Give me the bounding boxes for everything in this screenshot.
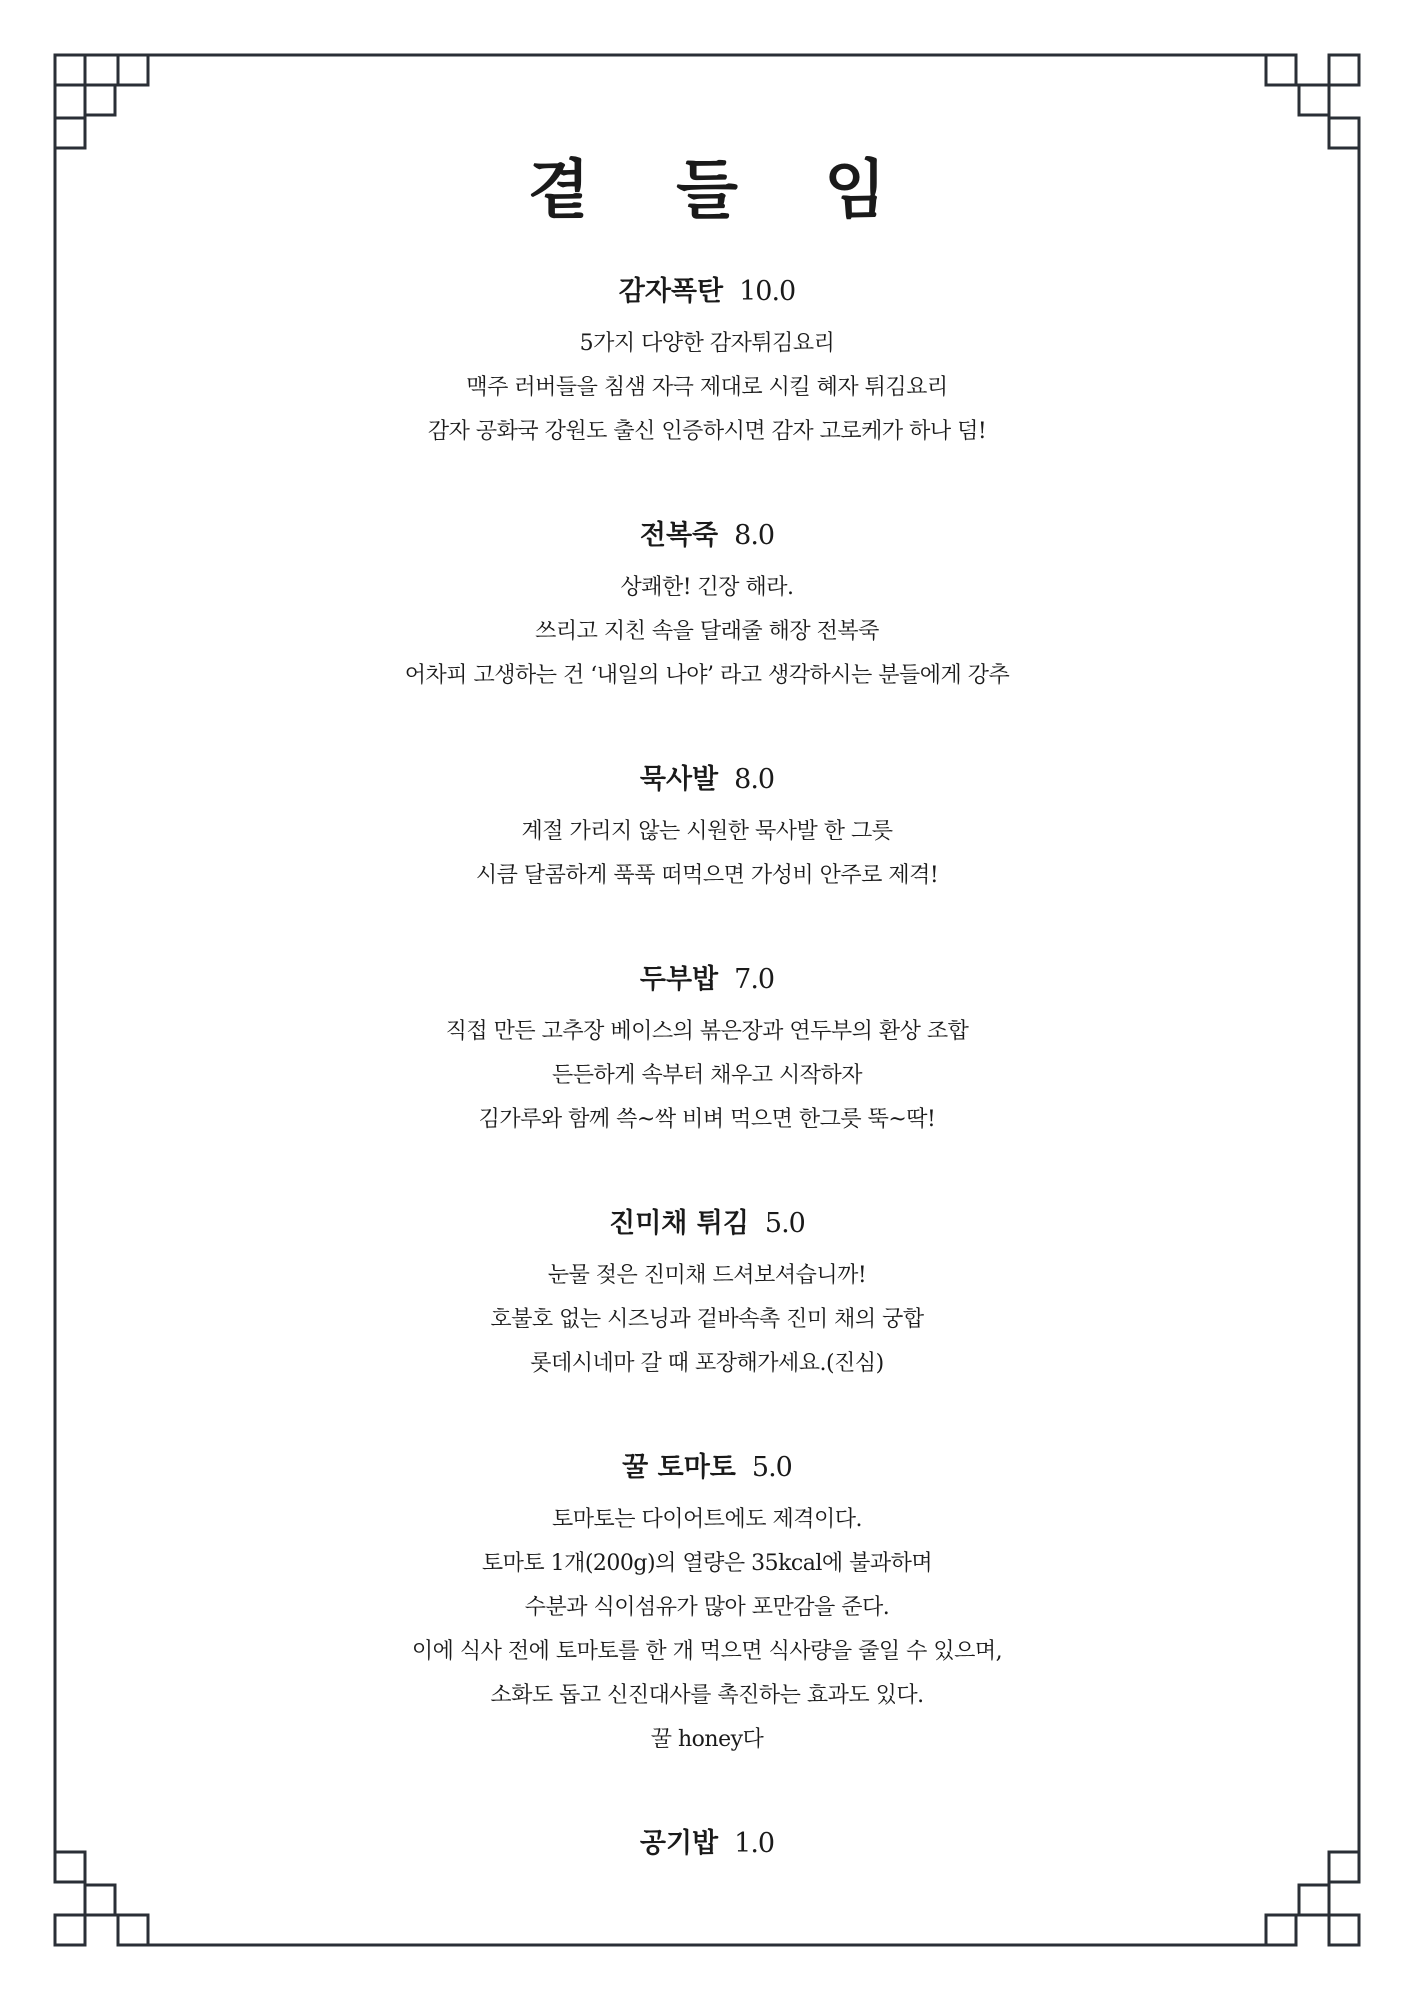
menu-item xyxy=(0,960,1414,1142)
corner-ornament-top-right xyxy=(1266,55,1359,148)
menu-item-name: 전복죽 xyxy=(639,520,719,551)
description-line: 시큼 달콤하게 푹푹 떠먹으면 가성비 안주로 제격! xyxy=(475,863,939,888)
menu-item xyxy=(0,760,1414,898)
menu-item-header xyxy=(0,1204,1414,1244)
description-line: 롯데시네마 갈 때 포장해가세요.(진심) xyxy=(530,1351,884,1376)
description-line: 김가루와 함께 쓱~싹 비벼 먹으면 한그릇 뚝~딱! xyxy=(478,1107,936,1132)
description-line: 꿀 honey다 xyxy=(650,1727,764,1752)
menu-item-name: 묵사발 xyxy=(639,764,719,795)
description-line: 호불호 없는 시즈닝과 겉바속촉 진미 채의 궁합 xyxy=(490,1307,924,1332)
description-line: 든든하게 속부터 채우고 시작하자 xyxy=(551,1063,862,1088)
menu-item xyxy=(0,1204,1414,1386)
menu-item-description xyxy=(0,1010,1414,1142)
menu-item xyxy=(0,272,1414,454)
description-line: 토마토 1개(200g)의 열량은 35kcal에 불과하며 xyxy=(481,1551,933,1576)
menu-item-description xyxy=(0,1498,1414,1762)
menu-item-description xyxy=(0,566,1414,698)
menu-item xyxy=(0,1448,1414,1762)
description-line: 토마토는 다이어트에도 제격이다. xyxy=(551,1507,862,1532)
menu-item-price: 8.0 xyxy=(734,764,775,795)
menu-item-price: 8.0 xyxy=(734,520,775,551)
description-line: 감자 공화국 강원도 출신 인증하시면 감자 고로케가 하나 덤! xyxy=(427,419,987,444)
menu-item-price: 10.0 xyxy=(739,276,796,307)
menu-item-description xyxy=(0,810,1414,898)
description-line: 쓰리고 지친 속을 달래줄 해장 전복죽 xyxy=(535,619,879,644)
description-line: 눈물 젖은 진미채 드셔보셔습니까! xyxy=(547,1263,867,1288)
description-line: 상쾌한! 긴장 해라. xyxy=(620,575,794,600)
menu-item-header xyxy=(0,272,1414,312)
menu-item-price: 1.0 xyxy=(734,1828,775,1859)
menu-item-rice xyxy=(0,1824,1414,1864)
menu-item-price: 7.0 xyxy=(734,964,775,995)
description-line: 소화도 돕고 신진대사를 촉진하는 효과도 있다. xyxy=(490,1683,924,1708)
menu-item-header xyxy=(0,516,1414,556)
corner-ornament-top-left xyxy=(55,55,148,148)
menu-item-description xyxy=(0,322,1414,454)
menu-item-header xyxy=(0,1824,1414,1864)
menu-item xyxy=(0,516,1414,698)
menu-item-name: 두부밥 xyxy=(639,964,719,995)
description-line: 계절 가리지 않는 시원한 묵사발 한 그릇 xyxy=(521,819,893,844)
menu-item-name: 진미채 튀김 xyxy=(609,1208,749,1239)
menu-list xyxy=(0,272,1414,1926)
description-line: 5가지 다양한 감자튀김요리 xyxy=(579,331,835,356)
menu-item-price: 5.0 xyxy=(764,1208,805,1239)
description-line: 직접 만든 고추장 베이스의 볶은장과 연두부의 환상 조합 xyxy=(445,1019,969,1044)
menu-item-header xyxy=(0,960,1414,1000)
description-line: 어차피 고생하는 건 ‘내일의 나야’ 라고 생각하시는 분들에게 강추 xyxy=(404,663,1010,688)
menu-item-header xyxy=(0,760,1414,800)
description-line: 이에 식사 전에 토마토를 한 개 먹으면 식사량을 줄일 수 있으며, xyxy=(411,1639,1003,1664)
menu-item-header xyxy=(0,1448,1414,1488)
description-line: 수분과 식이섬유가 많아 포만감을 준다. xyxy=(524,1595,890,1620)
menu-item-name: 감자폭탄 xyxy=(618,276,724,307)
description-line: 맥주 러버들을 침샘 자극 제대로 시킬 혜자 튀김요리 xyxy=(466,375,948,400)
menu-item-name: 꿀 토마토 xyxy=(622,1452,736,1483)
page-title: 곁 들 임 xyxy=(527,152,919,228)
menu-item-description xyxy=(0,1254,1414,1386)
menu-item-name: 공기밥 xyxy=(639,1828,719,1859)
menu-item-price: 5.0 xyxy=(751,1452,792,1483)
